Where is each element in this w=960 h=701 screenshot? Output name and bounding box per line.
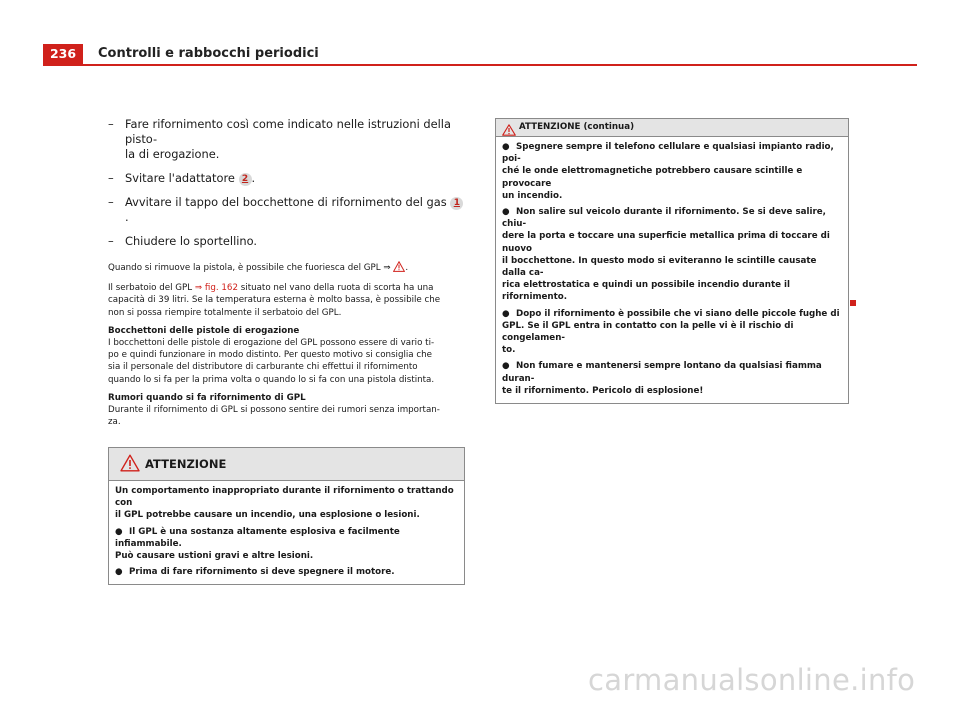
step-4: [108, 234, 464, 249]
tank-paragraph: [108, 282, 464, 319]
continued-item-3: [502, 308, 842, 357]
tank-text-line-3: non si possa riempire totalmente il serbatoio del GPL.: [108, 307, 342, 318]
continued-item-3-line-3: to.: [502, 345, 516, 356]
warning-box-header: [109, 448, 464, 481]
warning-box-body: [109, 481, 464, 584]
warning-item-2-line-1: Prima di fare rifornimento si deve spegnere il motore.: [129, 567, 395, 578]
step-3-period: .: [125, 210, 129, 224]
warning-intro: [115, 485, 458, 522]
step-dash: –: [108, 171, 114, 185]
warning-continued-title: ATTENZIONE (continua): [519, 122, 635, 132]
step-3: [108, 195, 464, 225]
continued-item-2-line-2: dere la porta e toccare una superficie metallica prima di toccare di nuovo: [502, 231, 830, 254]
warning-triangle-icon[interactable]: [393, 261, 405, 276]
step-dash: –: [108, 234, 114, 248]
page-number: 236: [43, 44, 83, 64]
continued-item-2-line-1: Non salire sul veicolo durante il rifornimento. Se si deve salire, chiu-: [502, 207, 826, 230]
gpl-leak-text: Quando si rimuove la pistola, è possibile che fuoriesca del GPL ⇒: [108, 263, 391, 273]
nozzles-line-3: sia il personale del distributore di carburante chi effettui il rifornimento: [108, 362, 418, 373]
bullet: ●: [502, 308, 510, 319]
nozzles-line-1: I bocchettoni delle pistole di erogazione del GPL possono essere di vario ti-: [108, 338, 435, 349]
step-2-period: .: [251, 171, 256, 185]
warning-triangle-icon: [502, 121, 516, 140]
step-1-line-1: Fare rifornimento così come indicato nelle istruzioni della pisto-: [125, 117, 451, 146]
noises-paragraph: [108, 404, 464, 428]
continued-item-2-line-4: rica elettrostatica e quindi un possibile incendio durante il rifornimento.: [502, 280, 791, 303]
warning-continued-box: [495, 118, 849, 404]
nozzles-line-4: quando lo si fa per la prima volta o quando lo si fa con una pistola distinta.: [108, 374, 435, 385]
warning-continued-header: [496, 119, 848, 137]
adapter-reference-2[interactable]: 2: [239, 173, 252, 186]
continued-item-1-line-1: Spegnere sempre il telefono cellulare e qualsiasi impianto radio, poi-: [502, 142, 834, 165]
noises-heading: Rumori quando si fa rifornimento di GPL: [108, 392, 306, 403]
step-2: [108, 171, 464, 186]
header-rule: [43, 64, 917, 66]
bullet: ●: [502, 361, 510, 372]
step-3-text: Avvitare il tappo del bocchettone di rifornimento del gas: [125, 195, 447, 209]
nozzles-paragraph: [108, 337, 464, 386]
watermark: carmanualsonline.info: [588, 663, 916, 697]
warning-continued-body: [496, 137, 848, 403]
noises-line-1: Durante il rifornimento di GPL si possono sentire dei rumori senza importan-: [108, 405, 440, 416]
warning-box: [108, 447, 465, 585]
left-column: [108, 117, 464, 434]
continued-item-1: [502, 141, 842, 202]
step-dash: –: [108, 117, 114, 131]
step-1: [108, 117, 464, 162]
tank-text-start: Il serbatoio del GPL: [108, 283, 193, 294]
nozzles-heading: Bocchettoni delle pistole di erogazione: [108, 325, 300, 336]
warning-item-1-line-1: Il GPL è una sostanza altamente esplosiva e facilmente infiammabile.: [115, 526, 400, 549]
continued-item-1-line-3: un incendio.: [502, 190, 563, 201]
section-title: Controlli e rabbocchi periodici: [98, 46, 319, 61]
continued-item-1-line-2: ché le onde elettromagnetiche potrebbero causare scintille e provocare: [502, 166, 803, 189]
continued-item-3-line-2: GPL. Se il GPL entra in contatto con la pelle vi è il rischio di congelamen-: [502, 320, 794, 344]
warning-triangle-icon: [120, 454, 140, 476]
step-2-text: Svitare l'adattatore: [125, 171, 235, 185]
step-4-text: Chiudere lo sportellino.: [125, 234, 258, 248]
continued-item-2: [502, 206, 842, 304]
warning-intro-line-1: Un comportamento inappropriato durante il rifornimento o trattando con: [115, 486, 454, 509]
continued-item-4-line-1: Non fumare e mantenersi sempre lontano da qualsiasi fiamma duran-: [502, 361, 822, 384]
tank-text-line-1: situato nel vano della ruota di scorta ha una: [240, 283, 434, 294]
gpl-leak-note: [108, 261, 464, 276]
section-end-marker: [850, 300, 856, 306]
warning-intro-line-2: il GPL potrebbe causare un incendio, una esplosione o lesioni.: [115, 510, 420, 521]
step-1-line-2: la di erogazione.: [125, 147, 220, 161]
noises-line-2: za.: [108, 417, 121, 428]
continued-item-3-line-1: Dopo il rifornimento è possibile che vi siano delle piccole fughe di: [516, 308, 840, 319]
cap-reference-1[interactable]: 1: [450, 197, 463, 210]
tank-text-line-2: capacità di 39 litri. Se la temperatura esterna è molto bassa, è possibile che: [108, 295, 441, 306]
warning-box-title: ATTENZIONE: [145, 457, 227, 471]
step-dash: –: [108, 195, 114, 209]
figure-162-link[interactable]: ⇒ fig. 162: [194, 283, 238, 294]
gpl-leak-end: .: [405, 263, 409, 273]
bullet: ●: [115, 526, 123, 537]
warning-item-2: [115, 566, 458, 578]
bullet: ●: [502, 142, 510, 152]
bullet: ●: [502, 207, 510, 218]
continued-item-4-line-2: te il rifornimento. Pericolo di esplosione!: [502, 385, 704, 396]
warning-item-1-line-2: Può causare ustioni gravi e altre lesioni.: [115, 551, 314, 562]
continued-item-2-line-3: il bocchettone. In questo modo si eviteranno le scintille causate dalla ca-: [502, 255, 817, 279]
nozzles-line-2: po e quindi funzionare in modo distinto. Per questo motivo si consiglia che: [108, 350, 433, 361]
bullet: ●: [115, 567, 123, 578]
continued-item-4: [502, 360, 842, 397]
warning-item-1: [115, 526, 458, 563]
